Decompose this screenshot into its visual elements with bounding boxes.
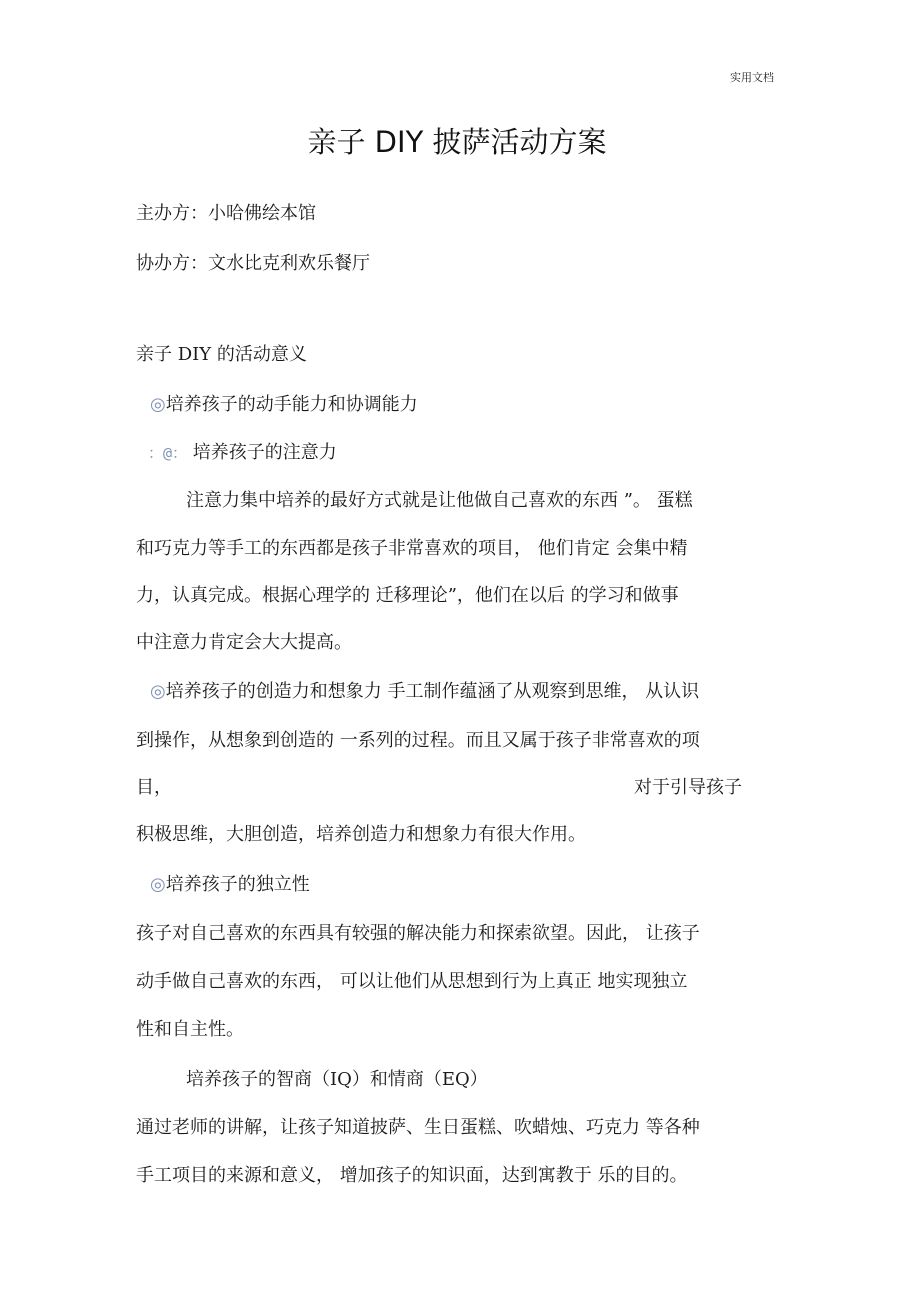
paragraph-line: 动手做自己喜欢的东西， 可以让他们从思想到行为上真正 地实现独立 [136,971,688,992]
bullet-item-4 [150,876,310,894]
paragraph-line: 力，认真完成。根据心理学的 迁移理论”，他们在以后 的学习和做事 [136,585,679,606]
paragraph-line: 和巧克力等手工的东西都是孩子非常喜欢的项目， 他们肯定 会集中精 [136,538,688,559]
bullet-item-2 [148,444,337,462]
paragraph-line: 通过老师的讲解，让孩子知道披萨、生日蛋糕、吹蜡烛、巧克力 等各种 [136,1117,700,1138]
bullet-item-1 [150,396,418,414]
paragraph-line: 积极思维，大胆创造，培养创造力和想象力有很大作用。 [136,824,586,845]
bullet-marker-icon: ：@： [148,444,188,462]
paragraph-line: 性和自主性。 [136,1019,244,1040]
organizer-line: 主办方：小哈佛绘本馆 [136,203,316,224]
page-header-label: 实用文档 [730,71,774,84]
paragraph-line: 中注意力肯定会大大提高。 [136,632,352,653]
co-organizer-line: 协办方：文水比克利欢乐餐厅 [136,253,370,274]
bullet-text: 培养孩子的独立性 [165,874,310,895]
bullet-text: 培养孩子的动手能力和协调能力 [165,394,418,415]
paragraph-line: 孩子对自己喜欢的东西具有较强的解决能力和探索欲望。因此， 让孩子 [136,923,700,944]
paragraph-line: 对于引导孩子 [634,777,742,798]
paragraph-line: 目， [136,777,172,798]
bullet-circle-icon: ◎ [150,681,166,702]
bullet-text: 培养孩子的注意力 [192,442,337,463]
section-heading: 亲子 DIY 的活动意义 [136,344,307,365]
point-5-heading: 培养孩子的智商（IQ）和情商（EQ） [186,1069,488,1090]
paragraph-line: 注意力集中培养的最好方式就是让他做自己喜欢的东西 ”。 蛋糕 [186,490,693,511]
bullet-item-3 [150,683,699,701]
document-title: 亲子 DIY 披萨活动方案 [307,125,607,159]
bullet-circle-icon: ◎ [150,874,166,895]
paragraph-line: 手工项目的来源和意义， 增加孩子的知识面，达到寓教于 乐的目的。 [136,1165,688,1186]
bullet-circle-icon: ◎ [150,394,166,415]
paragraph-line: 到操作，从想象到创造的 一系列的过程。而且又属于孩子非常喜欢的项 [136,730,700,751]
bullet-text: 培养孩子的创造力和想象力 手工制作蕴涵了从观察到思维， 从认识 [165,681,700,702]
